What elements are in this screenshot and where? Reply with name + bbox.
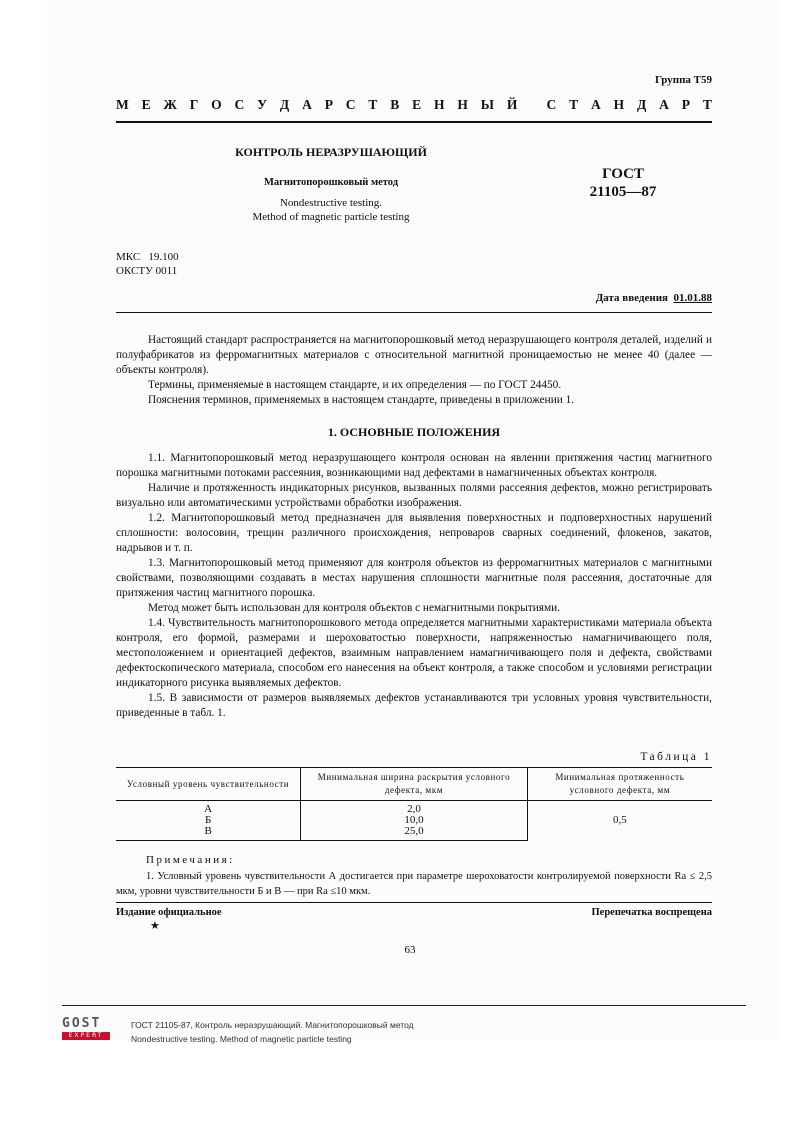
table-cell-width: 25,0 bbox=[301, 826, 527, 841]
banner-letter: С bbox=[234, 97, 245, 112]
english-title-line-1: Nondestructive testing. bbox=[279, 197, 383, 209]
banner-letter: Й bbox=[506, 97, 518, 112]
official-edition-label: Издание официальное bbox=[116, 907, 222, 918]
banner-letter: А bbox=[659, 97, 669, 112]
english-title bbox=[200, 196, 462, 224]
group-code: Группа Т59 bbox=[654, 74, 712, 86]
table-cell-width: 10,0 bbox=[301, 815, 527, 826]
section-paragraph: 1.3. Магнитопорошковый метод применяют для контроля объектов из ферромагнитных материалов с магнитными свойствами, позволяющими создавать в местах нарушения сплошности магнитные поля рассеяния, достаточные для притяжения частиц магнитного порошка. bbox=[116, 557, 712, 599]
date-label: Дата введения bbox=[595, 292, 668, 304]
section-paragraph: 1.5. В зависимости от размеров выявляемых дефектов устанавливаются три условных уровня чувствительности, приведенные в табл. 1. bbox=[116, 692, 712, 719]
banner-letter: Д bbox=[279, 97, 290, 112]
table-cell-level: А bbox=[204, 803, 213, 815]
notes-heading: Примечания: bbox=[146, 854, 235, 866]
intro-text bbox=[116, 333, 712, 408]
header-rule bbox=[116, 121, 712, 123]
banner-letter: Н bbox=[434, 97, 445, 112]
banner-letter: О bbox=[211, 97, 222, 112]
gost-label: ГОСТ bbox=[602, 166, 644, 182]
gost-code: 21105—87 bbox=[589, 184, 657, 200]
section-heading: 1. ОСНОВНЫЕ ПОЛОЖЕНИЯ bbox=[327, 425, 501, 439]
site-footer-line-1: ГОСТ 21105-87, Контроль неразрушающий. Магнитопорошковый метод bbox=[131, 1020, 414, 1030]
logo-text-top: GOST bbox=[62, 1016, 102, 1031]
banner-letter: Т bbox=[569, 97, 579, 112]
banner-letter: С bbox=[345, 97, 356, 112]
footer-rule bbox=[116, 902, 712, 903]
table-cell-width: 2,0 bbox=[301, 801, 527, 816]
table-caption: Таблица 1 bbox=[640, 751, 712, 763]
gost-number bbox=[583, 165, 663, 201]
site-footer-info bbox=[131, 1018, 414, 1046]
banner-letter: Р bbox=[681, 97, 690, 112]
star-icon: ★ bbox=[150, 920, 160, 932]
reprint-prohibited-label: Перепечатка воспрещена bbox=[591, 907, 712, 918]
document-title: КОНТРОЛЬ НЕРАЗРУШАЮЩИЙ bbox=[235, 145, 427, 159]
intro-paragraph: Пояснения терминов, применяемых в настоящем стандарте, приведены в приложении 1. bbox=[148, 394, 575, 406]
banner-letter: Е bbox=[412, 97, 422, 112]
mks-code: МКС 19.100 bbox=[116, 251, 179, 263]
date-rule bbox=[116, 312, 712, 313]
section-paragraph: Наличие и протяженность индикаторных рисунков, вызванных полями рассеяния дефектов, можно регистрировать визуально или автоматическими устройствами обработки изображения. bbox=[116, 482, 712, 509]
table-cell-level: Б bbox=[204, 814, 212, 826]
intro-paragraph: Настоящий стандарт распространяется на магнитопорошковый метод неразрушающего контроля деталей, изделий и полуфабрикатов из ферромагнитных материалов с относительной магнитной проницаемостью не менее 40 (далее — объекты контроля). bbox=[116, 334, 712, 376]
banner-letter: С bbox=[546, 97, 557, 112]
table-cell-level: В bbox=[116, 826, 301, 841]
table-header-level: Условный уровень чувствительности bbox=[116, 768, 301, 801]
banner-letter bbox=[530, 97, 533, 113]
banner-letter: Е bbox=[141, 97, 151, 112]
document-subtitle: Магнитопорошковый метод bbox=[263, 177, 399, 188]
banner-letter: Д bbox=[636, 97, 647, 112]
table-header-row bbox=[116, 768, 712, 801]
page-number: 63 bbox=[404, 944, 416, 956]
banner-letter: Р bbox=[324, 97, 333, 112]
section-paragraph: 1.4. Чувствительность магнитопорошкового метода определяется магнитными характеристиками материала объекта контроля, его формой, размерами и шероховатостью поверхности, напряженностью намагничивающего поля, местоположением и ориентацией дефектов, взаимным направлением намагничивающего поля и дефекта, свойствами дефектоскопического материала, способом его нанесения на объект контроля, а также способом и условиями регистрации индикаторного рисунка выявляемых дефектов. bbox=[116, 617, 712, 689]
banner-letter: Т bbox=[368, 97, 378, 112]
table-header-width: Минимальная ширина раскрытия условного дефекта, мкм bbox=[301, 768, 527, 801]
section-body bbox=[116, 451, 712, 721]
banner-letter: В bbox=[390, 97, 400, 112]
banner-letter: Ж bbox=[163, 97, 177, 112]
intro-paragraph: Термины, применяемые в настоящем стандарте, и их определения — по ГОСТ 24450. bbox=[148, 379, 562, 391]
logo-text-bottom: EXPERT bbox=[62, 1032, 110, 1040]
notes-text: 1. Условный уровень чувствительности А достигается при параметре шероховатости контролируемой поверхности Ra ≤ 2,5 мкм, уровни чувствительности Б и В — при Ra ≤10 мкм. bbox=[116, 871, 712, 897]
table-header-length: Минимальная протяженность условного дефекта, мм bbox=[527, 768, 712, 801]
banner-letter: Н bbox=[613, 97, 625, 112]
banner-letter: А bbox=[591, 97, 601, 112]
banner-letter: М bbox=[116, 97, 129, 112]
site-footer-rule bbox=[62, 1005, 746, 1006]
banner-letter: Т bbox=[702, 97, 712, 112]
english-title-line-2: Method of magnetic particle testing bbox=[252, 211, 410, 223]
section-paragraph: Метод может быть использован для контроля объектов с немагнитными покрытиями. bbox=[148, 602, 561, 614]
section-paragraph: 1.2. Магнитопорошковый метод предназначен для выявления поверхностных и подповерхностных нарушений сплошности: волосовин, трещин различного происхождения, непроваров сварных соединений, флокенов, закатов, надрывов и т. п. bbox=[116, 512, 712, 554]
site-footer-line-2: Nondestructive testing. Method of magnetic particle testing bbox=[131, 1034, 352, 1044]
banner-letter: Ы bbox=[480, 97, 495, 112]
table-row bbox=[116, 801, 712, 816]
banner-letter: Н bbox=[457, 97, 468, 112]
sensitivity-table bbox=[116, 767, 712, 841]
table-cell-length: 0,5 bbox=[527, 801, 712, 841]
standard-banner bbox=[116, 97, 712, 113]
date-value: 01.01.88 bbox=[673, 292, 712, 304]
classification-codes bbox=[116, 250, 179, 278]
gost-expert-logo[interactable] bbox=[62, 1018, 112, 1042]
okstu-code: ОКСТУ 0011 bbox=[116, 265, 178, 277]
section-paragraph: 1.1. Магнитопорошковый метод неразрушающего контроля основан на явлении притяжения частиц магнитного порошка магнитными потоками рассеяния, возникающими над дефектами в намагниченных объектах контроля. bbox=[116, 452, 712, 479]
banner-letter: У bbox=[257, 97, 268, 112]
introduction-date bbox=[480, 292, 712, 304]
banner-letter: Г bbox=[189, 97, 199, 112]
banner-letter: А bbox=[302, 97, 312, 112]
